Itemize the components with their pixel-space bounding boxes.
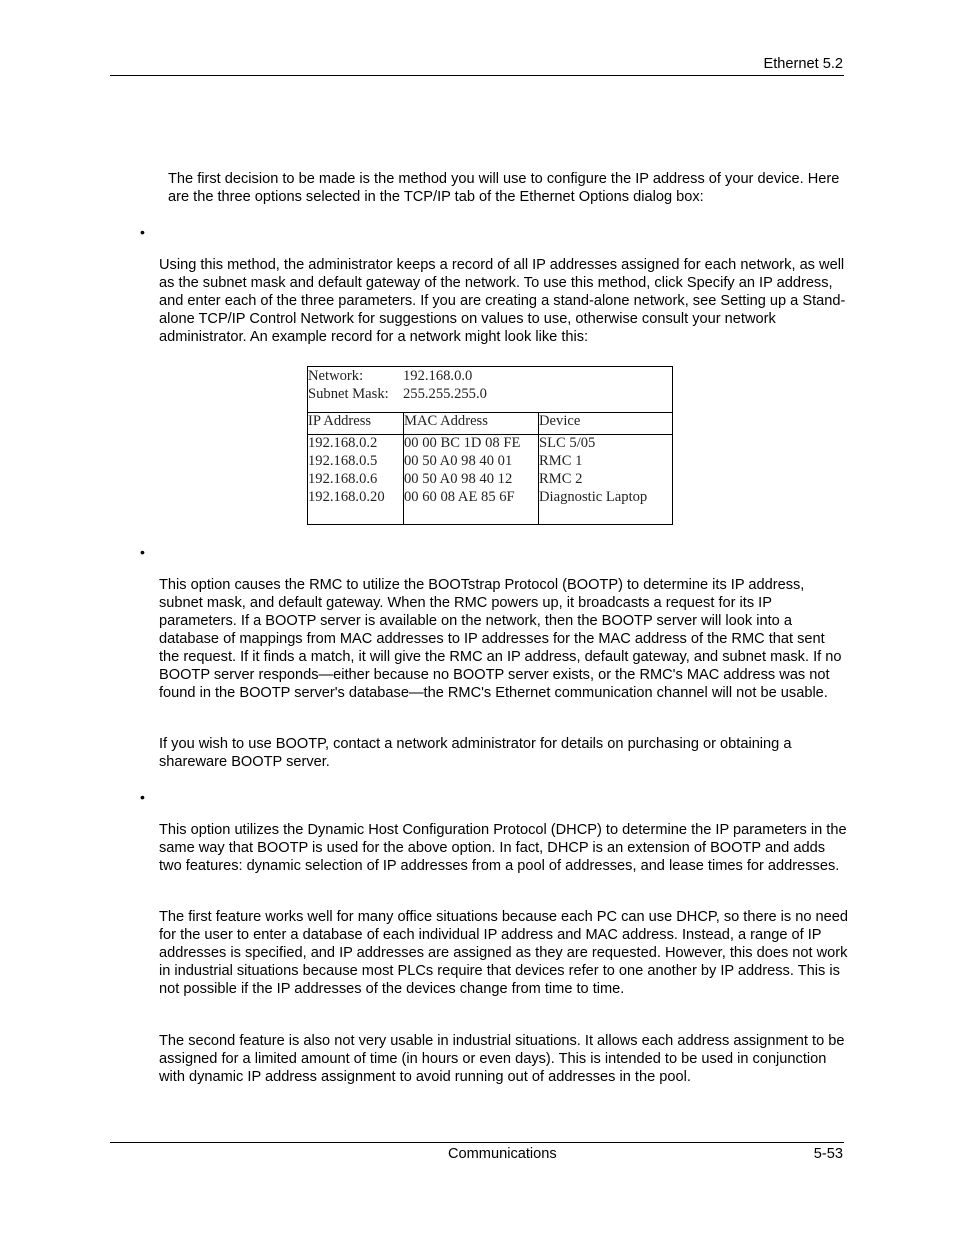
device-cell: RMC 1 xyxy=(539,453,583,469)
option3-paragraph-2: The first feature works well for many office situations because each PC can use DHCP, so there is no need for the user to enter a database of each individual IP address and MAC address. Instead, a range of IP addresses is specified, and IP addresses are assigned as they are requested. However, this does not work in industrial situations because most PLCs require that devices refer to one another by IP address. This is not possible if the IP addresses of the devices change from time to time. xyxy=(159,909,848,997)
bullet-option-1: • xyxy=(140,224,145,240)
subnet-value: 255.255.255.0 xyxy=(403,386,487,402)
subnet-label: Subnet Mask: xyxy=(308,386,389,402)
option2-paragraph-2: If you wish to use BOOTP, contact a network administrator for details on purchasing or obtaining a shareware BOOTP server. xyxy=(159,736,792,770)
network-value: 192.168.0.0 xyxy=(403,368,473,384)
mac-cell: 00 60 08 AE 85 6F xyxy=(404,489,515,505)
option3-paragraph-3: The second feature is also not very usable in industrial situations. It allows each address assignment to be assigned for a limited amount of time (in hours or even days). This is intended to be used in conjunction with dynamic IP address assignment to avoid running out of addresses in the pool. xyxy=(159,1033,845,1085)
running-header: Ethernet 5.2 xyxy=(763,56,843,72)
mac-cell: 00 00 BC 1D 08 FE xyxy=(404,435,521,451)
header-rule xyxy=(110,75,844,76)
bullet-option-2: • xyxy=(140,544,145,560)
ip-cell: 192.168.0.6 xyxy=(308,471,378,487)
column-header: MAC Address xyxy=(404,413,488,429)
mac-cell: 00 50 A0 98 40 01 xyxy=(404,453,513,469)
footer-page-number: 5-53 xyxy=(813,1146,843,1162)
mac-cell: 00 50 A0 98 40 12 xyxy=(404,471,513,487)
option1-paragraph: Using this method, the administrator keeps a record of all IP addresses assigned for each network, as well as the subnet mask and default gateway of the network. To use this method, click Specify an IP address, and enter each of the three parameters. If you are creating a stand-alone network, see Setting up a Stand-alone TCP/IP Control Network for suggestions on values to use, otherwise consult your network administrator. An example record for a network might look like this: xyxy=(159,257,846,345)
network-record-table xyxy=(307,366,673,525)
bullet-option-3: • xyxy=(140,789,145,805)
column-header: IP Address xyxy=(308,413,372,429)
intro-paragraph: The first decision to be made is the method you will use to configure the IP address of your device. Here are the three options selected in the TCP/IP tab of the Ethernet Options dialog box: xyxy=(168,171,840,205)
footer-chapter: Communications xyxy=(448,1146,557,1162)
option2-paragraph-1: This option causes the RMC to utilize the BOOTstrap Protocol (BOOTP) to determine its IP address, subnet mask, and default gateway. When the RMC powers up, it broadcasts a request for its IP parameters. If a BOOTP server is available on the network, then the BOOTP server will look into a database of mappings from MAC addresses to IP addresses for the MAC address of the RMC that sent the request. If it finds a match, it will give the RMC an IP address, default gateway, and subnet mask. If no BOOTP server responds—either because no BOOTP server exists, or the RMC's MAC address was not found in the BOOTP server's database—the RMC's Ethernet communication channel will not be usable. xyxy=(159,577,842,701)
device-cell: RMC 2 xyxy=(539,471,583,487)
option3-paragraph-1: This option utilizes the Dynamic Host Configuration Protocol (DHCP) to determine the IP parameters in the same way that BOOTP is used for the above option. In fact, DHCP is an extension of BOOTP and adds two features: dynamic selection of IP addresses from a pool of addresses, and lease times for addresses. xyxy=(159,822,847,874)
device-cell: SLC 5/05 xyxy=(539,435,596,451)
ip-cell: 192.168.0.2 xyxy=(308,435,378,451)
ip-cell: 192.168.0.5 xyxy=(308,453,378,469)
network-label: Network: xyxy=(308,368,364,384)
ip-cell: 192.168.0.20 xyxy=(308,489,385,505)
column-header: Device xyxy=(539,413,581,429)
device-cell: Diagnostic Laptop xyxy=(539,489,648,505)
footer-rule xyxy=(110,1142,844,1143)
